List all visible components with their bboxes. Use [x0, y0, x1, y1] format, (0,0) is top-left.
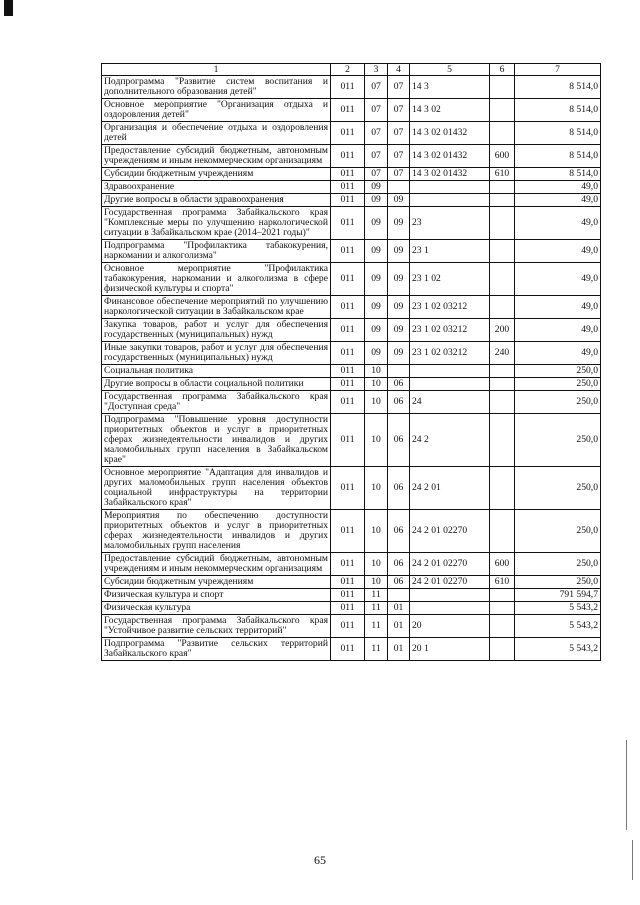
table-row: [102, 391, 601, 414]
ministry-code: 011: [331, 181, 365, 194]
expense-type-code: [490, 414, 515, 467]
expense-type-code: [490, 181, 515, 194]
expense-type-code: [490, 207, 515, 240]
expense-type-code: [490, 378, 515, 391]
ministry-code: 011: [331, 553, 365, 576]
table-row: [102, 240, 601, 263]
section-code: 09: [365, 296, 388, 319]
ministry-code: 011: [331, 391, 365, 414]
subsection-code: 07: [388, 76, 410, 99]
subsection-code: 06: [388, 553, 410, 576]
row-name: Другие вопросы в области здравоохранения: [102, 194, 331, 207]
ministry-code: 011: [331, 467, 365, 510]
table-row: [102, 638, 601, 661]
table-row: [102, 145, 601, 168]
ministry-code: 011: [331, 602, 365, 615]
target-article-code: [410, 602, 490, 615]
column-header: 1: [102, 64, 331, 76]
row-name: Подпрограмма "Развитие систем воспитания и дополнительного образования детей": [102, 76, 331, 99]
amount: 250,0: [515, 553, 601, 576]
subsection-code: 09: [388, 342, 410, 365]
row-name: Предоставление субсидий бюджетным, автономным учреждениям и иным некоммерческим организациям: [102, 145, 331, 168]
amount: 49,0: [515, 194, 601, 207]
amount: 250,0: [515, 414, 601, 467]
ministry-code: 011: [331, 638, 365, 661]
section-code: 11: [365, 638, 388, 661]
amount: 250,0: [515, 510, 601, 553]
target-article-code: 14 3 02 01432: [410, 145, 490, 168]
section-code: 07: [365, 76, 388, 99]
row-name: Государственная программа Забайкальского края "Устойчивое развитие сельских территорий": [102, 615, 331, 638]
amount: 8 514,0: [515, 122, 601, 145]
ministry-code: 011: [331, 99, 365, 122]
subsection-code: 09: [388, 296, 410, 319]
ministry-code: 011: [331, 263, 365, 296]
page-corner-mark: [4, 0, 13, 16]
target-article-code: 23 1: [410, 240, 490, 263]
amount: 250,0: [515, 467, 601, 510]
row-name: Мероприятия по обеспечению доступности приоритетных объектов и услуг в приоритетных сферах жизнедеятельности инвалидов и других маломобильных групп населения: [102, 510, 331, 553]
subsection-code: 07: [388, 145, 410, 168]
section-code: 10: [365, 365, 388, 378]
table-row: [102, 589, 601, 602]
row-name: Физическая культура и спорт: [102, 589, 331, 602]
row-name: Финансовое обеспечение мероприятий по улучшению наркологической ситуации в Забайкальском крае: [102, 296, 331, 319]
subsection-code: 06: [388, 391, 410, 414]
section-code: 09: [365, 263, 388, 296]
ministry-code: 011: [331, 378, 365, 391]
expense-type-code: [490, 240, 515, 263]
ministry-code: 011: [331, 342, 365, 365]
section-code: 09: [365, 342, 388, 365]
scan-margin-mark: [626, 740, 627, 830]
row-name: Физическая культура: [102, 602, 331, 615]
section-code: 10: [365, 391, 388, 414]
table-row: [102, 194, 601, 207]
target-article-code: 23 1 02 03212: [410, 296, 490, 319]
subsection-code: 01: [388, 615, 410, 638]
table-row: [102, 181, 601, 194]
subsection-code: [388, 365, 410, 378]
table-row: [102, 122, 601, 145]
ministry-code: 011: [331, 194, 365, 207]
amount: 791 594,7: [515, 589, 601, 602]
table-row: [102, 342, 601, 365]
target-article-code: [410, 365, 490, 378]
amount: 5 543,2: [515, 638, 601, 661]
section-code: 11: [365, 615, 388, 638]
subsection-code: 06: [388, 510, 410, 553]
amount: 49,0: [515, 207, 601, 240]
section-code: 09: [365, 319, 388, 342]
table-header-row: [102, 64, 601, 76]
table-row: [102, 207, 601, 240]
expense-type-code: [490, 194, 515, 207]
page-number: 65: [314, 853, 326, 867]
subsection-code: 07: [388, 168, 410, 181]
row-name: Здравоохранение: [102, 181, 331, 194]
amount: 250,0: [515, 576, 601, 589]
ministry-code: 011: [331, 296, 365, 319]
table-row: [102, 414, 601, 467]
table-row: [102, 319, 601, 342]
section-code: 09: [365, 207, 388, 240]
subsection-code: 06: [388, 378, 410, 391]
amount: 250,0: [515, 378, 601, 391]
target-article-code: [410, 378, 490, 391]
expense-type-code: [490, 296, 515, 319]
row-name: Закупка товаров, работ и услуг для обеспечения государственных (муниципальных) нужд: [102, 319, 331, 342]
target-article-code: 23 1 02 03212: [410, 342, 490, 365]
expense-type-code: [490, 467, 515, 510]
section-code: 09: [365, 181, 388, 194]
table-row: [102, 553, 601, 576]
expense-type-code: [490, 365, 515, 378]
ministry-code: 011: [331, 168, 365, 181]
target-article-code: 24 2 01 02270: [410, 510, 490, 553]
expense-type-code: [490, 602, 515, 615]
target-article-code: [410, 589, 490, 602]
table-row: [102, 615, 601, 638]
row-name: Подпрограмма "Развитие сельских территорий Забайкальского края": [102, 638, 331, 661]
target-article-code: 24 2: [410, 414, 490, 467]
amount: 8 514,0: [515, 76, 601, 99]
amount: 49,0: [515, 263, 601, 296]
row-name: Иные закупки товаров, работ и услуг для обеспечения государственных (муниципальных) нужд: [102, 342, 331, 365]
table-row: [102, 510, 601, 553]
target-article-code: 23 1 02 03212: [410, 319, 490, 342]
target-article-code: 24 2 01 02270: [410, 576, 490, 589]
table-row: [102, 576, 601, 589]
column-header: 4: [388, 64, 410, 76]
amount: 49,0: [515, 240, 601, 263]
target-article-code: 14 3 02: [410, 99, 490, 122]
section-code: 07: [365, 122, 388, 145]
amount: 49,0: [515, 181, 601, 194]
amount: 49,0: [515, 296, 601, 319]
ministry-code: 011: [331, 414, 365, 467]
amount: 49,0: [515, 342, 601, 365]
section-code: 11: [365, 602, 388, 615]
subsection-code: 07: [388, 122, 410, 145]
table-row: [102, 76, 601, 99]
target-article-code: 14 3 02 01432: [410, 122, 490, 145]
row-name: Основное мероприятие "Адаптация для инвалидов и других маломобильных групп населения объектов социальной инфраструктуры на территории Забайкальского края": [102, 467, 331, 510]
target-article-code: 24 2 01: [410, 467, 490, 510]
expense-type-code: [490, 76, 515, 99]
table-row: [102, 168, 601, 181]
target-article-code: 23: [410, 207, 490, 240]
row-name: Основное мероприятие "Организация отдыха и оздоровления детей": [102, 99, 331, 122]
row-name: Предоставление субсидий бюджетным, автономным учреждениям и иным некоммерческим организациям: [102, 553, 331, 576]
ministry-code: 011: [331, 615, 365, 638]
expense-type-code: [490, 615, 515, 638]
expense-type-code: [490, 391, 515, 414]
target-article-code: [410, 181, 490, 194]
row-name: Другие вопросы в области социальной политики: [102, 378, 331, 391]
subsection-code: 09: [388, 263, 410, 296]
ministry-code: 011: [331, 589, 365, 602]
ministry-code: 011: [331, 576, 365, 589]
row-name: Подпрограмма "Повышение уровня доступности приоритетных объектов и услуг в приоритетных сферах жизнедеятельности инвалидов и других маломобильных групп населения в Забайкальском крае": [102, 414, 331, 467]
expense-type-code: 610: [490, 576, 515, 589]
expense-type-code: [490, 122, 515, 145]
ministry-code: 011: [331, 122, 365, 145]
section-code: 07: [365, 168, 388, 181]
amount: 8 514,0: [515, 99, 601, 122]
target-article-code: 24: [410, 391, 490, 414]
table-row: [102, 99, 601, 122]
row-name: Государственная программа Забайкальского края "Доступная среда": [102, 391, 331, 414]
subsection-code: 06: [388, 467, 410, 510]
amount: 5 543,2: [515, 615, 601, 638]
amount: 5 543,2: [515, 602, 601, 615]
ministry-code: 011: [331, 365, 365, 378]
expense-type-code: 600: [490, 145, 515, 168]
ministry-code: 011: [331, 510, 365, 553]
subsection-code: 06: [388, 414, 410, 467]
expense-type-code: [490, 589, 515, 602]
ministry-code: 011: [331, 145, 365, 168]
table-row: [102, 602, 601, 615]
amount: 8 514,0: [515, 168, 601, 181]
amount: 250,0: [515, 365, 601, 378]
subsection-code: 01: [388, 602, 410, 615]
section-code: 10: [365, 553, 388, 576]
section-code: 09: [365, 194, 388, 207]
section-code: 10: [365, 467, 388, 510]
column-header: 7: [515, 64, 601, 76]
amount: 8 514,0: [515, 145, 601, 168]
table-row: [102, 263, 601, 296]
subsection-code: 06: [388, 576, 410, 589]
section-code: 07: [365, 145, 388, 168]
subsection-code: 09: [388, 240, 410, 263]
target-article-code: 14 3 02 01432: [410, 168, 490, 181]
target-article-code: 20: [410, 615, 490, 638]
expense-type-code: [490, 638, 515, 661]
ministry-code: 011: [331, 76, 365, 99]
expense-type-code: 240: [490, 342, 515, 365]
expense-type-code: 610: [490, 168, 515, 181]
subsection-code: 01: [388, 638, 410, 661]
subsection-code: 09: [388, 207, 410, 240]
row-name: Субсидии бюджетным учреждениям: [102, 576, 331, 589]
section-code: 10: [365, 510, 388, 553]
expense-type-code: [490, 263, 515, 296]
expense-type-code: [490, 510, 515, 553]
section-code: 09: [365, 240, 388, 263]
amount: 49,0: [515, 319, 601, 342]
section-code: 07: [365, 99, 388, 122]
row-name: Субсидии бюджетным учреждениям: [102, 168, 331, 181]
section-code: 10: [365, 414, 388, 467]
target-article-code: [410, 194, 490, 207]
row-name: Организация и обеспечение отдыха и оздоровления детей: [102, 122, 331, 145]
table-row: [102, 378, 601, 391]
column-header: 6: [490, 64, 515, 76]
target-article-code: 24 2 01 02270: [410, 553, 490, 576]
expense-type-code: 200: [490, 319, 515, 342]
row-name: Подпрограмма "Профилактика табакокурения, наркомании и алкоголизма": [102, 240, 331, 263]
table-row: [102, 365, 601, 378]
target-article-code: 14 3: [410, 76, 490, 99]
subsection-code: 07: [388, 99, 410, 122]
row-name: Социальная политика: [102, 365, 331, 378]
section-code: 10: [365, 378, 388, 391]
subsection-code: 09: [388, 319, 410, 342]
ministry-code: 011: [331, 319, 365, 342]
amount: 250,0: [515, 391, 601, 414]
table-row: [102, 467, 601, 510]
row-name: Государственная программа Забайкальского края "Комплексные меры по улучшению наркологической ситуации в Забайкальском крае (2014–2021 годы)": [102, 207, 331, 240]
column-header: 2: [331, 64, 365, 76]
table-row: [102, 296, 601, 319]
column-header: 3: [365, 64, 388, 76]
budget-table: [101, 63, 601, 661]
target-article-code: 20 1: [410, 638, 490, 661]
ministry-code: 011: [331, 240, 365, 263]
subsection-code: [388, 589, 410, 602]
section-code: 11: [365, 589, 388, 602]
row-name: Основное мероприятие "Профилактика табакокурения, наркомании и алкоголизма в сфере физической культуры и спорта": [102, 263, 331, 296]
section-code: 10: [365, 576, 388, 589]
column-header: 5: [410, 64, 490, 76]
subsection-code: 09: [388, 194, 410, 207]
expense-type-code: 600: [490, 553, 515, 576]
ministry-code: 011: [331, 207, 365, 240]
target-article-code: 23 1 02: [410, 263, 490, 296]
expense-type-code: [490, 99, 515, 122]
subsection-code: [388, 181, 410, 194]
table-body: [102, 76, 601, 661]
